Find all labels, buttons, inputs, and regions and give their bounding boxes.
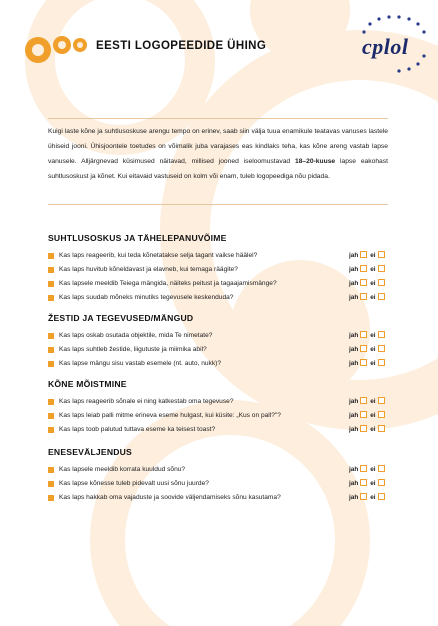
question-text: Kas laps hakkab oma vajaduste ja soovide väljendamiseks sõnu kasutama?	[59, 494, 281, 501]
yes-label: jah	[349, 494, 359, 501]
intro-text-1: Kuigi laste kõne ja suhtlusoskuse arengu tempo on erinev, saab siin välja tuua enamikule teatavas vanuses lastele ühiseid jooni. Ühisjoontele toetudes on võimalik juba varajases eas kindlaks teha, kas kõne areng vastab lapse vanusele. Alljärgnevad küsimused näitavad, millised jooned iseloomustavad	[48, 128, 388, 165]
bullet-square-icon	[48, 399, 54, 405]
answer-options	[349, 263, 388, 277]
section	[48, 313, 393, 371]
section-title: ŽESTID JA TEGEVUSED/MÄNGUD	[48, 313, 194, 323]
answer-options	[349, 491, 388, 505]
no-checkbox[interactable]	[378, 479, 385, 486]
bullet-square-icon	[48, 427, 54, 433]
yes-label: jah	[349, 294, 359, 301]
bullet-square-icon	[48, 333, 54, 339]
question-row	[48, 263, 393, 277]
question-text: Kas laps suudab mõneks minutiks tegevusele keskenduda?	[59, 294, 234, 301]
section-title: KÕNE MÕISTMINE	[48, 379, 127, 389]
answer-options	[349, 291, 388, 305]
no-label: ei	[370, 280, 376, 287]
question-row	[48, 249, 393, 263]
question-row	[48, 343, 393, 357]
yes-label: jah	[349, 280, 359, 287]
bullet-square-icon	[48, 267, 54, 273]
question-text: Kas lapsele meeldib Teiega mängida, näiteks peitust ja tagaajamismänge?	[59, 280, 277, 287]
yes-checkbox[interactable]	[360, 493, 367, 500]
bullet-square-icon	[48, 413, 54, 419]
question-text: Kas laps suhtleb žestide, liigutuste ja miimika abil?	[59, 346, 207, 353]
question-row	[48, 277, 393, 291]
answer-options	[349, 477, 388, 491]
question-text: Kas lapsele meeldib korrata kuuldud sõnu?	[59, 466, 186, 473]
yes-label: jah	[349, 398, 359, 405]
bullet-square-icon	[48, 467, 54, 473]
no-checkbox[interactable]	[378, 425, 385, 432]
answer-options	[349, 463, 388, 477]
question-text: Kas lapse mängu sisu vastab esemele (nt. auto, nukk)?	[59, 360, 222, 367]
question-row	[48, 491, 393, 505]
no-checkbox[interactable]	[378, 331, 385, 338]
no-checkbox[interactable]	[378, 251, 385, 258]
yes-checkbox[interactable]	[360, 293, 367, 300]
question-text: Kas laps leiab palli mitme erineva eseme hulgast, kui küsite: „Kus on pall?"?	[59, 412, 281, 419]
section-title: ENESEVÄLJENDUS	[48, 447, 132, 457]
no-label: ei	[370, 266, 376, 273]
question-text: Kas lapse kõnesse tuleb pidevalt uusi sõnu juurde?	[59, 480, 209, 487]
yes-label: jah	[349, 266, 359, 273]
bullet-square-icon	[48, 481, 54, 487]
no-checkbox[interactable]	[378, 359, 385, 366]
no-label: ei	[370, 346, 376, 353]
question-text: Kas laps reageerib sõnale ei ning katkestab oma tegevuse?	[59, 398, 234, 405]
no-label: ei	[370, 466, 376, 473]
question-row	[48, 329, 393, 343]
no-checkbox[interactable]	[378, 345, 385, 352]
question-text: Kas laps oskab osutada objektile, mida Te nimetate?	[59, 332, 213, 339]
question-row	[48, 357, 393, 371]
no-label: ei	[370, 294, 376, 301]
no-label: ei	[370, 398, 376, 405]
yes-checkbox[interactable]	[360, 411, 367, 418]
no-label: ei	[370, 494, 376, 501]
bullet-square-icon	[48, 361, 54, 367]
section	[48, 233, 393, 305]
answer-options	[349, 277, 388, 291]
yes-label: jah	[349, 346, 359, 353]
answer-options	[349, 395, 388, 409]
no-checkbox[interactable]	[378, 265, 385, 272]
question-row	[48, 395, 393, 409]
no-label: ei	[370, 412, 376, 419]
no-checkbox[interactable]	[378, 397, 385, 404]
yes-label: jah	[349, 480, 359, 487]
section	[48, 379, 393, 437]
bullet-square-icon	[48, 347, 54, 353]
intro-paragraph	[48, 124, 388, 184]
no-checkbox[interactable]	[378, 465, 385, 472]
intro-text-2: lapse eakohast suhtlusoskust ja kõnet. Kui eitavaid vastuseid on kolm või enam, tuleb logopeediga nõu pidada.	[48, 158, 388, 180]
no-checkbox[interactable]	[378, 293, 385, 300]
yes-label: jah	[349, 332, 359, 339]
yes-checkbox[interactable]	[360, 425, 367, 432]
no-label: ei	[370, 480, 376, 487]
question-row	[48, 463, 393, 477]
yes-checkbox[interactable]	[360, 331, 367, 338]
no-checkbox[interactable]	[378, 411, 385, 418]
section	[48, 447, 393, 505]
bullet-square-icon	[48, 495, 54, 501]
yes-checkbox[interactable]	[360, 265, 367, 272]
page-title: EESTI LOGOPEEDIDE ÜHING	[96, 40, 267, 52]
yes-label: jah	[349, 360, 359, 367]
yes-label: jah	[349, 412, 359, 419]
question-row	[48, 291, 393, 305]
yes-checkbox[interactable]	[360, 397, 367, 404]
no-label: ei	[370, 426, 376, 433]
answer-options	[349, 357, 388, 371]
no-checkbox[interactable]	[378, 279, 385, 286]
divider-top	[48, 118, 388, 119]
yes-checkbox[interactable]	[360, 479, 367, 486]
answer-options	[349, 249, 388, 263]
answer-options	[349, 329, 388, 343]
no-label: ei	[370, 360, 376, 367]
yes-checkbox[interactable]	[360, 251, 367, 258]
question-text: Kas laps reageerib, kui teda kõnetatakse selja tagant vaikse häälel?	[59, 252, 258, 259]
question-text: Kas laps toob palutud tuttava eseme ka teisest toast?	[59, 426, 216, 433]
yes-checkbox[interactable]	[360, 465, 367, 472]
answer-options	[349, 409, 388, 423]
intro-age-highlight: 18–20-kuuse	[294, 158, 336, 165]
yes-checkbox[interactable]	[360, 279, 367, 286]
no-checkbox[interactable]	[378, 493, 385, 500]
yes-checkbox[interactable]	[360, 345, 367, 352]
no-label: ei	[370, 332, 376, 339]
bullet-square-icon	[48, 253, 54, 259]
question-row	[48, 409, 393, 423]
question-text: Kas laps huvitub kõneldavast ja elavneb, kui temaga räägite?	[59, 266, 238, 273]
divider-bottom	[48, 204, 388, 205]
question-row	[48, 477, 393, 491]
answer-options	[349, 423, 388, 437]
question-row	[48, 423, 393, 437]
yes-label: jah	[349, 252, 359, 259]
yes-label: jah	[349, 466, 359, 473]
section-title: SUHTLUSOSKUS JA TÄHELEPANUVÕIME	[48, 233, 227, 243]
answer-options	[349, 343, 388, 357]
bullet-square-icon	[48, 295, 54, 301]
no-label: ei	[370, 252, 376, 259]
bullet-square-icon	[48, 281, 54, 287]
yes-label: jah	[349, 426, 359, 433]
logo-wordmark: cplol	[362, 34, 409, 59]
yes-checkbox[interactable]	[360, 359, 367, 366]
